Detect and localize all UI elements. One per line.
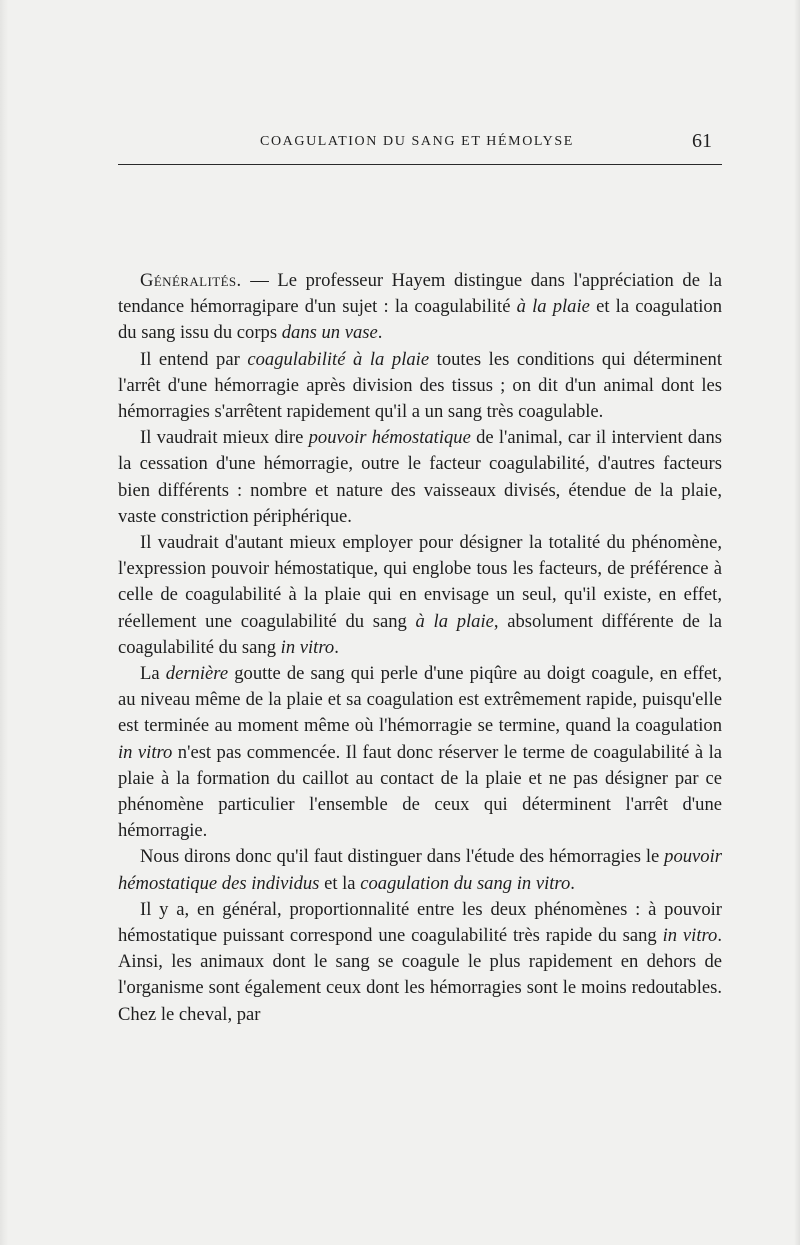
text-run: Il vaudrait mieux dire: [140, 427, 309, 449]
paragraph: [118, 530, 722, 661]
text-run: toutes les conditions qui déterminent l'arrêt d'une hémorragie après division des tissus ; on dit d'un animal dont les hémorragies s'arrêtent rapidement qu'il a un sang très coagulable.: [118, 348, 723, 423]
italic-text: coagulation du sang in vitro: [360, 872, 571, 894]
text-run: — Le professeur Hayem distingue dans l'appréciation de la tendance hémorragipare d'un sujet : la coagulabilité: [118, 270, 722, 318]
italic-text: in vitro: [662, 925, 718, 947]
italic-text: dernière: [165, 663, 229, 685]
text-run: . Ainsi, les animaux dont le sang se coagule le plus rapidement en dehors de l'organisme sont également ceux dont les hémorragies sont le moins redoutables. Chez le cheval, par: [118, 925, 722, 1025]
running-head: [118, 128, 720, 158]
page-number: 61: [692, 130, 712, 152]
paragraph: [118, 425, 722, 530]
paragraph: [118, 844, 722, 896]
italic-text: pouvoir hémostatique des individus: [118, 846, 722, 894]
text-run: n'est pas commencée. Il faut donc réserver le terme de coagulabilité à la plaie à la formation du caillot au contact de la plaie et ne pas désigner par ce phénomène particulier l'ensemble de ceux qui déterminent l'arrêt d'une hémorragie.: [118, 741, 722, 842]
section-lead: Généralités.: [140, 270, 242, 291]
text-run: Nous dirons donc qu'il faut distinguer dans l'étude des hémorragies le: [140, 846, 665, 868]
text-run: et la coagulation du sang issu du corps: [118, 296, 722, 344]
italic-text: à la plaie: [516, 296, 590, 318]
header-rule: [118, 164, 722, 165]
running-title: COAGULATION DU SANG ET HÉMOLYSE: [260, 134, 574, 149]
paragraph: [118, 268, 722, 347]
text-run: .: [570, 872, 575, 894]
italic-text: coagulabilité à la plaie: [247, 348, 430, 370]
italic-text: in vitro: [118, 741, 173, 763]
text-run: Il entend par: [140, 348, 248, 370]
italic-text: in vitro: [280, 636, 335, 658]
text-run: Il y a, en général, proportionnalité entre les deux phénomènes : à pouvoir hémostatique puissant correspond une coagulabilité très rapide du sang: [118, 898, 722, 947]
text-run: .: [377, 322, 383, 344]
text-run: Il vaudrait d'autant mieux employer pour désigner la totalité du phénomène, l'expression pouvoir hémostatique, qui englobe tous les facteurs, de préférence à celle de coagulabilité à la plaie qui en envisage un seul, qu'il existe, en effet, réellement une coagulabilité du sang: [118, 532, 722, 632]
italic-text: pouvoir hémostatique: [308, 427, 471, 449]
italic-text: à la plaie: [415, 610, 494, 632]
page-right-edge: [794, 0, 800, 1245]
text-run: .: [334, 636, 339, 658]
text-run: , absolument différente de la coagulabilité du sang: [118, 610, 722, 658]
text-run: La: [140, 663, 166, 685]
paragraph: [118, 897, 722, 1028]
paragraph: [118, 347, 722, 426]
text-run: de l'animal, car il intervient dans la cessation d'une hémorragie, outre le facteur coagulabilité, d'autres facteurs bien différents : nombre et nature des vaisseaux divisés, étendue de la plaie, vaste constriction périphérique.: [118, 427, 722, 527]
italic-text: dans un vase: [281, 322, 378, 344]
page-left-edge: [0, 0, 8, 1245]
paragraph: [118, 661, 722, 844]
text-run: et la: [319, 872, 361, 894]
text-run: goutte de sang qui perle d'une piqûre au doigt coagule, en effet, au niveau même de la plaie et sa coagulation est extrêmement rapide, puisqu'elle est terminée au moment même où l'hémorragie se termine, quand la coagulation: [118, 663, 722, 737]
body-text: [118, 268, 722, 1028]
